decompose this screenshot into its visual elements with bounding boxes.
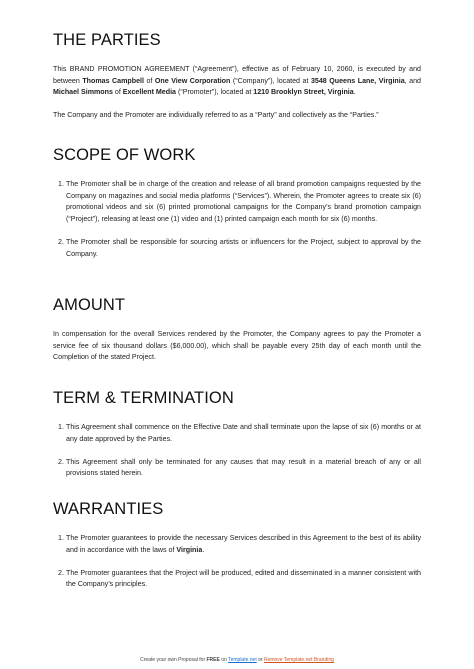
intro-text: .	[353, 88, 356, 97]
parties-closing-paragraph: The Company and the Promoter are individually referred to as a “Party” and collectively as the “Parties.”	[53, 111, 379, 119]
intro-text: of	[143, 76, 155, 85]
section-heading-warranties: WARRANTIES	[53, 500, 164, 518]
scope-list	[53, 179, 421, 260]
list-item	[53, 457, 421, 480]
term-list	[53, 422, 421, 480]
template-net-link[interactable]: Template.net	[228, 657, 257, 663]
footer-text: Create your own Proposal for	[140, 657, 207, 663]
list-number: 2.	[58, 568, 64, 577]
intro-text: of	[112, 88, 123, 97]
list-item-text: The Promoter guarantees to provide the necessary Services described in this Agreement to the best of its ability and in accordance with the laws of	[66, 534, 421, 554]
intro-text: (“Promoter”), located at	[176, 88, 254, 97]
list-item-text: The Promoter shall be responsible for sourcing artists or influencers for the Project, subject to approval by the Company.	[66, 237, 421, 258]
governing-state: Virginia	[176, 545, 203, 554]
intro-text: This BRAND PROMOTION AGREEMENT (“Agreement”), effective as of February 10, 2060, is executed by and between	[53, 65, 421, 85]
footer-text: or	[256, 657, 264, 663]
list-number: 2.	[58, 237, 64, 246]
promoter-name: Michael Simmons	[53, 88, 113, 97]
footer-free: FREE	[206, 657, 220, 663]
section-heading-term: TERM & TERMINATION	[53, 389, 234, 407]
promoter-company: Excellent Media	[122, 88, 177, 97]
template-footer	[0, 657, 474, 663]
intro-text: (“Company”), located at	[230, 76, 311, 85]
list-item	[53, 568, 421, 591]
warranties-list	[53, 533, 421, 591]
list-item-text: This Agreement shall commence on the Effective Date and shall terminate upon the lapse of six (6) months or at any date approved by the Parties.	[66, 423, 421, 443]
parties-intro-paragraph	[53, 64, 421, 99]
list-item-text: .	[202, 545, 205, 554]
company-name: One View Corporation	[154, 76, 231, 85]
list-item	[53, 533, 421, 556]
section-heading-scope: SCOPE OF WORK	[53, 146, 196, 164]
remove-branding-link[interactable]: Remove Template.net Branding	[263, 657, 334, 663]
list-item	[53, 422, 421, 445]
list-number: 1.	[58, 534, 64, 542]
amount-paragraph: In compensation for the overall Services rendered by the Promoter, the Company agrees to pay the Promoter a service fee of six thousand dollars ($6,000.00), which shall be payable every 25th day of each month until the Completion of the stated Project.	[53, 330, 421, 362]
list-item	[53, 179, 421, 225]
list-item	[53, 237, 421, 260]
list-item-text: This Agreement shall only be terminated for any causes that may result in a material breach of any or all provisions stated herein.	[66, 457, 421, 478]
section-heading-parties: THE PARTIES	[53, 31, 161, 49]
company-representative: Thomas Campbell	[82, 76, 144, 85]
list-number: 2.	[58, 457, 64, 466]
list-item-text: The Promoter shall be in charge of the creation and release of all brand promotion campaigns requested by the Company on magazines and social media platforms (“Services”). Wherein, the Promoter agrees to create six (6) promotional videos and six (6) printed promotional campaigns for the Company’s brand promotion campaign (“Project”), releasing at least one (1) video and (1) printed campaign each month for six (6) months.	[66, 180, 421, 223]
footer-text: on	[219, 657, 229, 663]
intro-text: , and	[404, 76, 421, 85]
section-heading-amount: AMOUNT	[53, 296, 126, 314]
list-number: 1.	[58, 180, 64, 188]
company-address: 3548 Queens Lane, Virginia	[310, 76, 405, 85]
list-number: 1.	[58, 423, 64, 431]
list-item-text: The Promoter guarantees that the Project will be produced, edited and disseminated in a manner consistent with the Company’s principles.	[66, 568, 421, 589]
promoter-address: 1210 Brooklyn Street, Virginia	[253, 88, 354, 97]
